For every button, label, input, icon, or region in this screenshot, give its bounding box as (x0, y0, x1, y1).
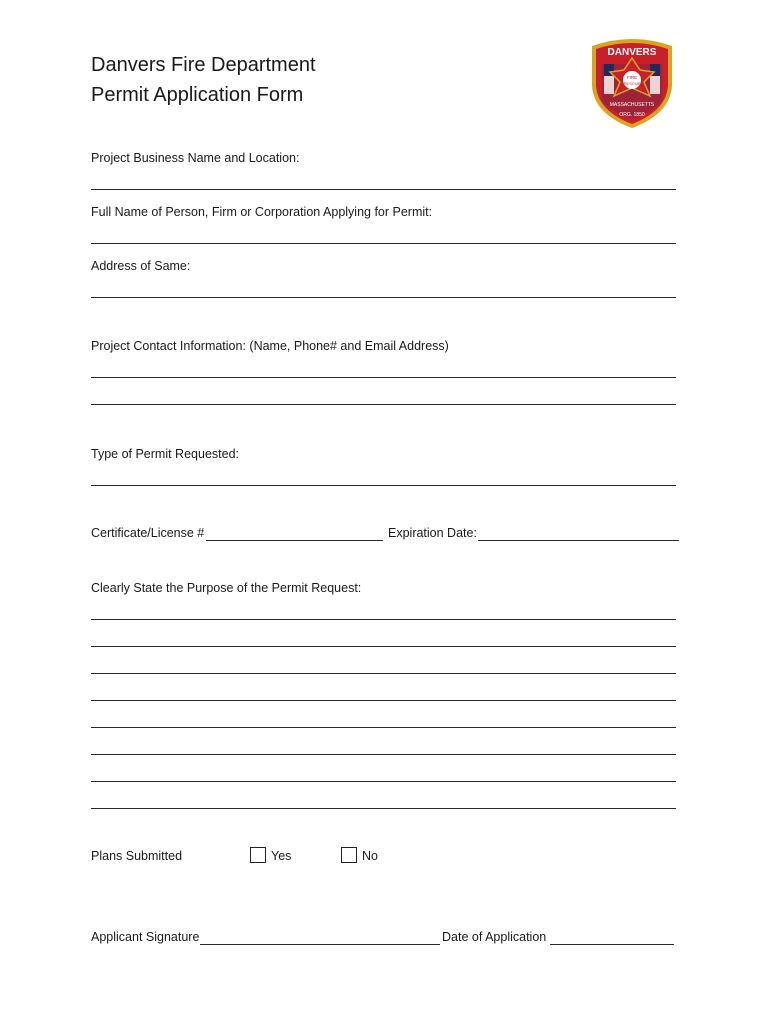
address-line[interactable] (91, 297, 676, 298)
contact-info-line-1[interactable] (91, 377, 676, 378)
purpose-line-5[interactable] (91, 727, 676, 728)
certificate-line[interactable] (206, 540, 383, 541)
purpose-line-2[interactable] (91, 646, 676, 647)
address-label: Address of Same: (91, 259, 191, 273)
full-name-line[interactable] (91, 243, 676, 244)
purpose-line-6[interactable] (91, 754, 676, 755)
expiration-label: Expiration Date: (388, 526, 477, 540)
expiration-line[interactable] (478, 540, 679, 541)
contact-info-label: Project Contact Information: (Name, Phone# and Email Address) (91, 339, 449, 353)
department-name: Danvers Fire Department (91, 54, 316, 76)
purpose-label: Clearly State the Purpose of the Permit Request: (91, 581, 362, 595)
purpose-line-8[interactable] (91, 808, 676, 809)
purpose-line-1[interactable] (91, 619, 676, 620)
full-name-label: Full Name of Person, Firm or Corporation Applying for Permit: (91, 205, 433, 219)
plans-no-checkbox[interactable] (341, 847, 357, 863)
project-business-label: Project Business Name and Location: (91, 151, 300, 165)
svg-text:RESCUE: RESCUE (623, 81, 641, 86)
certificate-expiration-row (91, 526, 679, 544)
purpose-line-7[interactable] (91, 781, 676, 782)
date-of-application-label: Date of Application (442, 930, 547, 944)
svg-text:MASSACHUSETTS: MASSACHUSETTS (609, 102, 655, 108)
plans-yes-label: Yes (271, 849, 292, 863)
date-of-application-line[interactable] (550, 944, 674, 945)
signature-label: Applicant Signature (91, 930, 200, 944)
patch-top-text: DANVERS (607, 47, 657, 58)
purpose-line-4[interactable] (91, 700, 676, 701)
signature-date-row (91, 930, 679, 948)
form-title (91, 50, 316, 110)
plans-yes-checkbox[interactable] (250, 847, 266, 863)
svg-text:ORG. 1850: ORG. 1850 (619, 112, 645, 118)
plans-no-label: No (362, 849, 378, 863)
certificate-label: Certificate/License # (91, 526, 205, 540)
project-business-line[interactable] (91, 189, 676, 190)
svg-text:FIRE: FIRE (626, 75, 638, 80)
contact-info-line-2[interactable] (91, 404, 676, 405)
fire-department-patch-logo (584, 34, 680, 130)
plans-submitted-label: Plans Submitted (91, 849, 183, 863)
form-name: Permit Application Form (91, 84, 304, 106)
permit-type-label: Type of Permit Requested: (91, 447, 239, 461)
permit-type-line[interactable] (91, 485, 676, 486)
purpose-line-3[interactable] (91, 673, 676, 674)
signature-line[interactable] (200, 944, 440, 945)
